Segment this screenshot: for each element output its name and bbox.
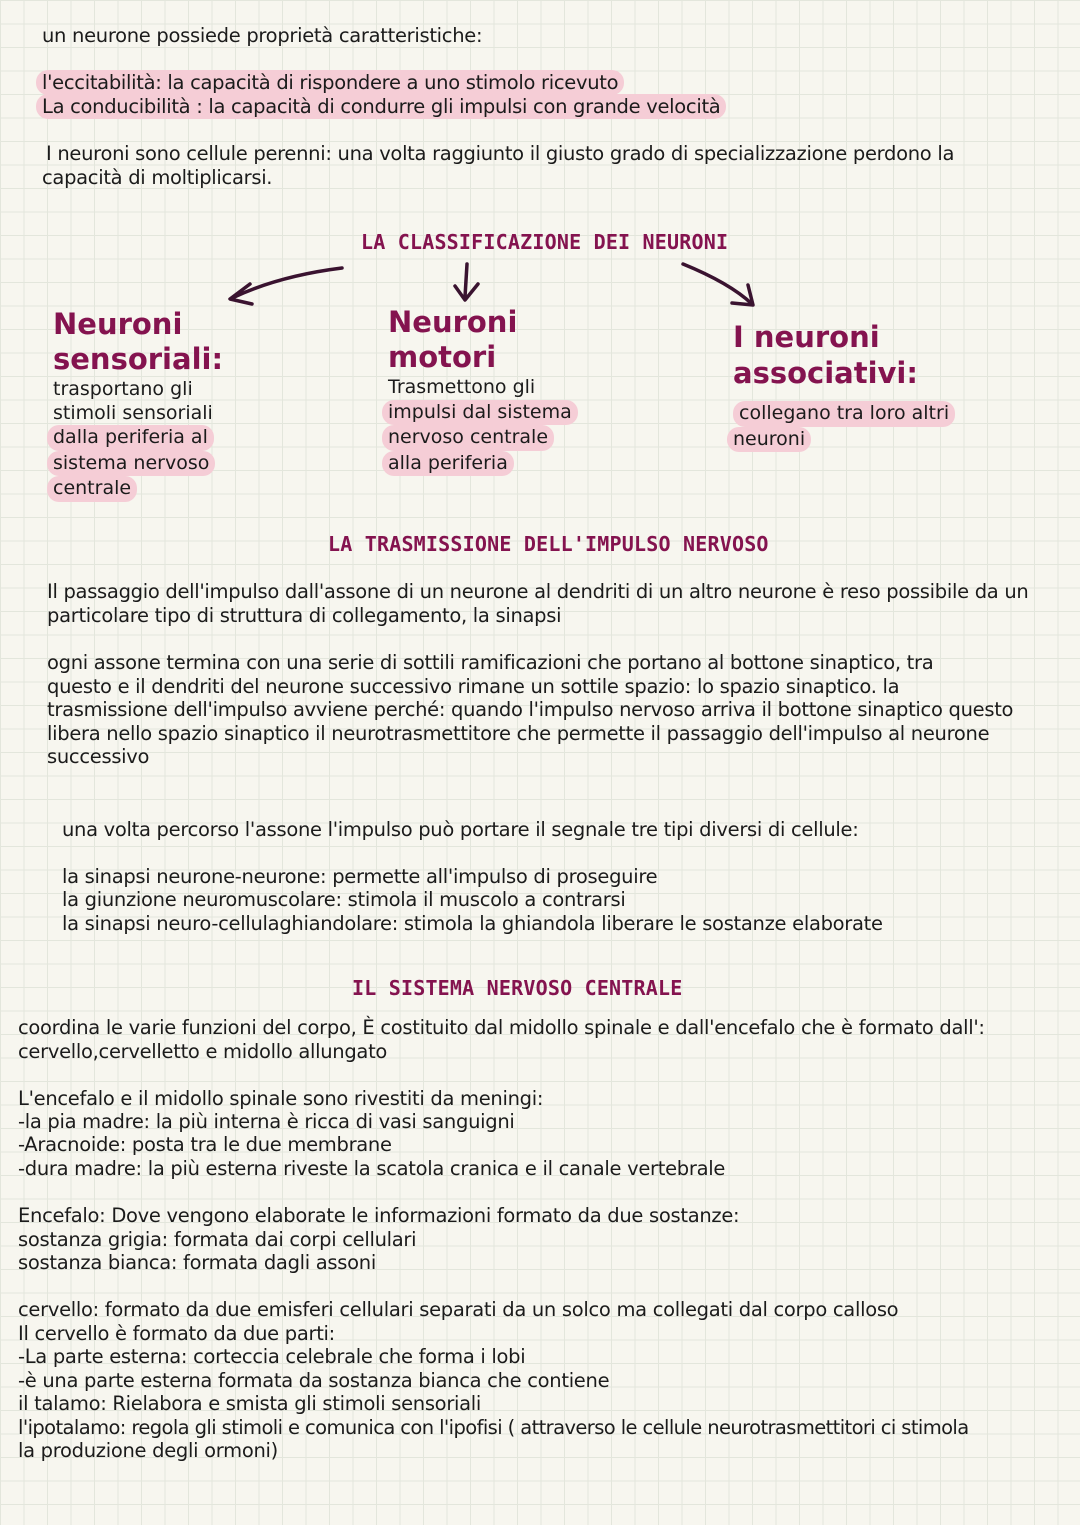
highlight: dalla periferia al <box>47 425 214 451</box>
arrow-center-head <box>455 284 478 300</box>
paragraph-line: Il cervello è formato da due parti: <box>18 1322 335 1345</box>
paragraph-line: la sinapsi neurone-neurone: permette all'impulso di proseguire <box>62 865 658 888</box>
paragraph-line: la produzione degli ormoni) <box>18 1439 278 1462</box>
assoc-heading-1: I neuroni <box>733 320 880 354</box>
assoc-heading-2: associativi: <box>733 356 918 390</box>
paragraph-line: sostanza bianca: formata dagli assoni <box>18 1251 376 1274</box>
paragraph-line: la giunzione neuromuscolare: stimola il muscolo a contrarsi <box>62 888 626 911</box>
arrow-left-head <box>230 284 252 304</box>
paragraph-line: successivo <box>47 745 150 768</box>
highlight: centrale <box>47 476 137 502</box>
arrow-center <box>465 264 467 297</box>
paragraph-line: ogni assone termina con una serie di sottili ramificazioni che portano al bottone sinaptico, tra <box>47 651 934 674</box>
paragraph-line: questo e il dendriti del neurone successivo rimane un sottile spazio: lo spazio sinaptico. la <box>47 675 900 698</box>
highlight: nervoso centrale <box>382 425 554 451</box>
paragraph-line: libera nello spazio sinaptico il neurotrasmettitore che permette il passaggio dell'impulso al neurone <box>47 722 990 745</box>
highlight: l'eccitabilità: la capacità di rispondere a uno stimolo ricevuto <box>36 70 624 95</box>
highlight: impulsi dal sistema <box>382 400 578 426</box>
intro-line: un neurone possiede proprietà caratteristiche: <box>42 24 483 47</box>
sensory-line: stimoli sensoriali <box>53 401 213 424</box>
arrow-right <box>683 264 752 304</box>
highlight: sistema nervoso <box>47 451 215 477</box>
highlight: alla periferia <box>382 451 514 477</box>
sensory-line: trasportano gli <box>53 378 193 400</box>
intro-line <box>42 71 624 95</box>
arrow-left <box>232 268 342 298</box>
paragraph-line: cervello,cervelletto e midollo allungato <box>18 1040 388 1063</box>
paragraph-line: -dura madre: la più esterna riveste la scatola cranica e il canale vertebrale <box>18 1157 726 1180</box>
paragraph-line: -La parte esterna: corteccia celebrale che forma i lobi <box>18 1345 526 1368</box>
highlight: La conducibilità : la capacità di condurre gli impulsi con grande velocità <box>36 94 726 119</box>
intro-line <box>42 95 726 119</box>
paragraph-line: -è una parte esterna formata da sostanza bianca che contiene <box>18 1369 610 1392</box>
paragraph-line: il talamo: Rielabora e smista gli stimoli sensoriali <box>18 1392 482 1415</box>
assoc-description <box>733 401 955 452</box>
paragraph-line: una volta percorso l'assone l'impulso può portare il segnale tre tipi diversi di cellule: <box>62 818 859 841</box>
paragraph-line: trasmissione dell'impulso avviene perché: quando l'impulso nervoso arriva il bottone sinaptico questo <box>47 698 1014 721</box>
intro-line: I neuroni sono cellule perenni: una volta raggiunto il giusto grado di specializzazione perdono la <box>46 142 955 165</box>
motor-heading-1: Neuroni <box>388 305 518 339</box>
paragraph-line: particolare tipo di struttura di collegamento, la sinapsi <box>47 604 562 627</box>
sensory-heading-2: sensoriali: <box>53 342 224 376</box>
paragraph-line: -la pia madre: la più interna è ricca di vasi sanguigni <box>18 1110 515 1133</box>
paragraph-line: l'ipotalamo: regola gli stimoli e comunica con l'ipofisi ( attraverso le cellule neurotrasmettitori ci stimola <box>18 1416 969 1439</box>
intro-line: capacità di moltiplicarsi. <box>42 166 273 189</box>
arrow-right-head <box>732 285 753 305</box>
motor-heading-2: motori <box>388 340 497 374</box>
sensory-description <box>53 378 215 502</box>
paragraph-line: la sinapsi neuro-cellulaghiandolare: stimola la ghiandola liberare le sostanze elaborate <box>62 912 883 935</box>
motor-description <box>388 376 578 476</box>
paragraph-line: L'encefalo e il midollo spinale sono rivestiti da meningi: <box>18 1087 544 1110</box>
paragraph-line: coordina le varie funzioni del corpo, È costituito dal midollo spinale e dall'encefalo che è formato dall': <box>18 1016 985 1039</box>
section-title-snc: IL SISTEMA NERVOSO CENTRALE <box>352 976 683 1000</box>
paragraph-line: -Aracnoide: posta tra le due membrane <box>18 1133 392 1156</box>
motor-line: Trasmettono gli <box>388 376 536 398</box>
highlight: neuroni <box>727 427 811 453</box>
paragraph-line: Il passaggio dell'impulso dall'assone di un neurone al dendriti di un altro neurone è reso possibile da un <box>47 580 1029 603</box>
highlight: collegano tra loro altri <box>733 401 955 427</box>
section-title-classification: LA CLASSIFICAZIONE DEI NEURONI <box>361 230 729 254</box>
paragraph-line: Encefalo: Dove vengono elaborate le informazioni formato da due sostanze: <box>18 1204 740 1227</box>
paragraph-line: cervello: formato da due emisferi cellulari separati da un solco ma collegati dal corpo calloso <box>18 1298 899 1321</box>
sensory-heading-1: Neuroni <box>53 307 183 341</box>
section-title-transmission: LA TRASMISSIONE DELL'IMPULSO NERVOSO <box>328 532 769 556</box>
paragraph-line: sostanza grigia: formata dai corpi cellulari <box>18 1228 417 1251</box>
